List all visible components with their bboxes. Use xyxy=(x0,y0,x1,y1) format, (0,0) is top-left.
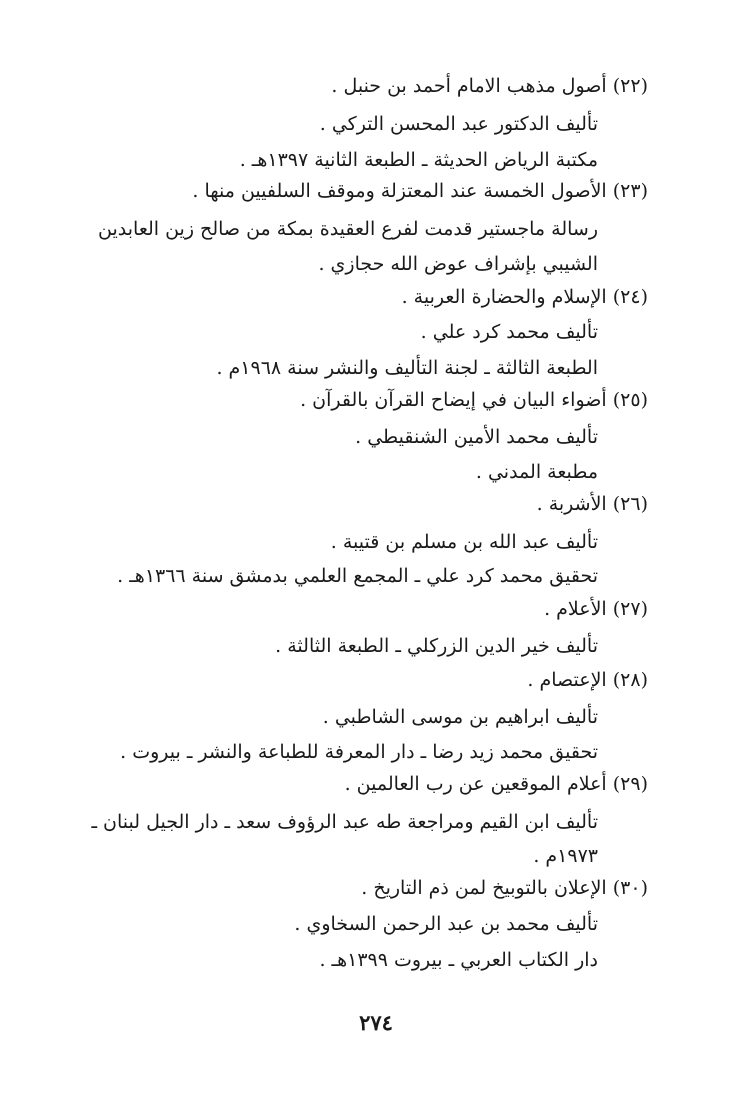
entry-line: مطبعة المدني . xyxy=(475,461,598,483)
entry-heading: (٢٣) الأصول الخمسة عند المعتزلة وموقف السلفيين منها . xyxy=(192,180,648,202)
entry-heading: (٢٤) الإسلام والحضارة العربية . xyxy=(401,286,648,308)
entry-heading: (٢٥) أضواء البيان في إيضاح القرآن بالقرآن . xyxy=(300,389,648,411)
entry-line: الطبعة الثالثة ـ لجنة التأليف والنشر سنة ١٩٦٨م . xyxy=(216,357,598,379)
entry-line: دار الكتاب العربي ـ بيروت ١٣٩٩هـ . xyxy=(319,949,598,971)
entry-line: تأليف محمد الأمين الشنقيطي . xyxy=(355,426,598,448)
entry-line: تأليف محمد كرد علي . xyxy=(420,321,598,343)
entry-heading: (٢٢) أصول مذهب الامام أحمد بن حنبل . xyxy=(331,75,648,97)
entry-line: تأليف عبد الله بن مسلم بن قتيبة . xyxy=(330,531,598,553)
entry-heading: (٢٦) الأشربة . xyxy=(536,493,648,515)
entry-line: مكتبة الرياض الحديثة ـ الطبعة الثانية ١٣٩٧هـ . xyxy=(239,149,598,171)
entry-line: تحقيق محمد كرد علي ـ المجمع العلمي بدمشق سنة ١٣٦٦هـ . xyxy=(117,565,598,587)
entry-heading: (٢٧) الأعلام . xyxy=(544,598,648,620)
entry-line: ١٩٧٣م . xyxy=(533,845,598,867)
entry-line: تأليف خير الدين الزركلي ـ الطبعة الثالثة . xyxy=(275,635,598,657)
entry-heading: (٢٩) أعلام الموقعين عن رب العالمين . xyxy=(344,773,648,795)
entry-line: الشيبي بإشراف عوض الله حجازي . xyxy=(318,253,598,275)
entry-line: رسالة ماجستير قدمت لفرع العقيدة بمكة من صالح زين العابدين xyxy=(98,218,598,240)
page-number: ٢٧٤ xyxy=(359,1010,393,1035)
entry-line: تأليف ابن القيم ومراجعة طه عبد الرؤوف سعد ـ دار الجيل لبنان ـ xyxy=(91,811,598,833)
entry-line: تأليف الدكتور عبد المحسن التركي . xyxy=(319,113,598,135)
entry-line: تأليف محمد بن عبد الرحمن السخاوي . xyxy=(294,913,598,935)
entry-heading: (٢٨) الإعتصام . xyxy=(527,669,648,691)
entry-line: تأليف ابراهيم بن موسى الشاطبي . xyxy=(322,706,598,728)
entry-line: تحقيق محمد زيد رضا ـ دار المعرفة للطباعة والنشر ـ بيروت . xyxy=(120,741,598,763)
entry-heading: (٣٠) الإعلان بالتوبيخ لمن ذم التاريخ . xyxy=(361,877,648,899)
